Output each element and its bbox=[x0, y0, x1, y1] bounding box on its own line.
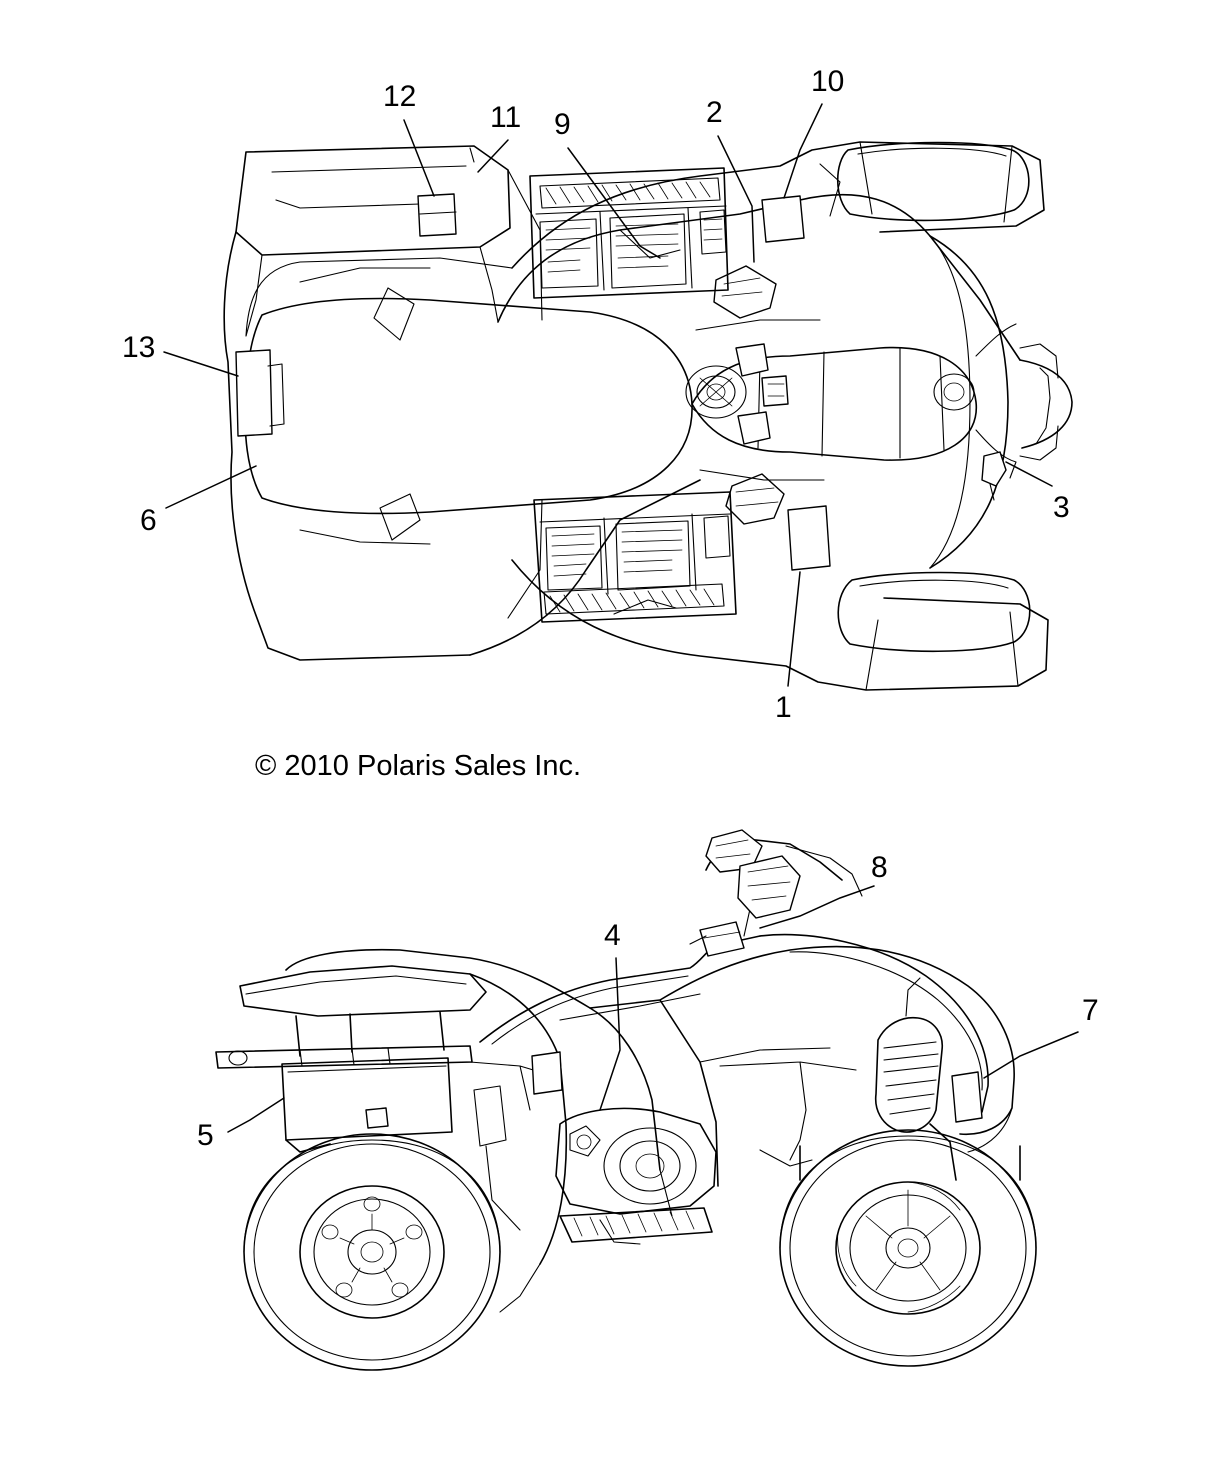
callout-8: 8 bbox=[871, 851, 888, 884]
callout-1: 1 bbox=[775, 691, 792, 724]
decal-1 bbox=[788, 506, 830, 570]
decal-7 bbox=[952, 1072, 982, 1122]
callout-9: 9 bbox=[554, 108, 571, 141]
callout-11: 11 bbox=[490, 101, 522, 134]
callout-10: 10 bbox=[811, 65, 845, 98]
decal-13 bbox=[236, 350, 272, 436]
callout-12: 12 bbox=[383, 80, 417, 113]
decal-10 bbox=[762, 196, 804, 242]
callout-5: 5 bbox=[197, 1119, 214, 1152]
copyright-notice: © 2010 Polaris Sales Inc. bbox=[255, 750, 582, 782]
callout-3: 3 bbox=[1053, 491, 1070, 524]
side-view-leaders bbox=[228, 886, 1078, 1132]
callout-7: 7 bbox=[1082, 994, 1099, 1027]
callout-6: 6 bbox=[140, 504, 157, 537]
top-view-leaders bbox=[164, 101, 1052, 686]
side-view-artwork bbox=[216, 830, 1036, 1370]
callout-2: 2 bbox=[706, 96, 723, 129]
decal-5-box bbox=[366, 1108, 388, 1128]
callout-4: 4 bbox=[604, 919, 621, 952]
decal-4 bbox=[532, 1052, 562, 1094]
decal-12 bbox=[418, 194, 456, 236]
callout-13: 13 bbox=[122, 331, 156, 364]
top-view-artwork bbox=[224, 142, 1072, 690]
